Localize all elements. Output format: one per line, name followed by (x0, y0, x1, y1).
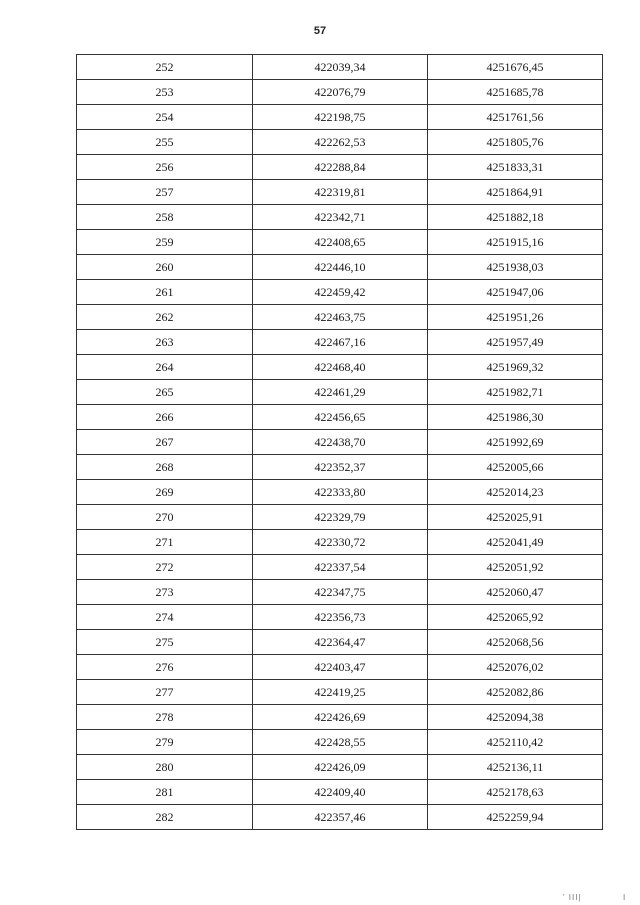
y-coordinate-cell: 4251833,31 (428, 155, 603, 180)
table-row (77, 780, 603, 805)
point-number-cell: 258 (77, 205, 253, 230)
table-row (77, 630, 603, 655)
x-coordinate-cell: 422352,37 (253, 455, 428, 480)
table-row (77, 455, 603, 480)
point-number-cell: 253 (77, 80, 253, 105)
table-row (77, 505, 603, 530)
y-coordinate-cell: 4252051,92 (428, 555, 603, 580)
point-number-cell: 282 (77, 805, 253, 830)
x-coordinate-cell: 422409,40 (253, 780, 428, 805)
point-number-cell: 271 (77, 530, 253, 555)
table-row (77, 280, 603, 305)
y-coordinate-cell: 4251969,32 (428, 355, 603, 380)
table-row (77, 80, 603, 105)
y-coordinate-cell: 4251761,56 (428, 105, 603, 130)
y-coordinate-cell: 4251992,69 (428, 430, 603, 455)
point-number-cell: 252 (77, 55, 253, 80)
x-coordinate-cell: 422337,54 (253, 555, 428, 580)
y-coordinate-cell: 4251947,06 (428, 280, 603, 305)
point-number-cell: 280 (77, 755, 253, 780)
table-row (77, 405, 603, 430)
y-coordinate-cell: 4252068,56 (428, 630, 603, 655)
point-number-cell: 255 (77, 130, 253, 155)
x-coordinate-cell: 422262,53 (253, 130, 428, 155)
y-coordinate-cell: 4252041,49 (428, 530, 603, 555)
x-coordinate-cell: 422330,72 (253, 530, 428, 555)
point-number-cell: 262 (77, 305, 253, 330)
x-coordinate-cell: 422426,69 (253, 705, 428, 730)
y-coordinate-cell: 4251676,45 (428, 55, 603, 80)
y-coordinate-cell: 4251864,91 (428, 180, 603, 205)
y-coordinate-cell: 4252005,66 (428, 455, 603, 480)
table-row (77, 580, 603, 605)
x-coordinate-cell: 422463,75 (253, 305, 428, 330)
y-coordinate-cell: 4252014,23 (428, 480, 603, 505)
point-number-cell: 261 (77, 280, 253, 305)
table-row (77, 555, 603, 580)
table-row (77, 480, 603, 505)
page-number: 57 (313, 25, 327, 37)
y-coordinate-cell: 4252110,42 (428, 730, 603, 755)
point-number-cell: 264 (77, 355, 253, 380)
point-number-cell: 267 (77, 430, 253, 455)
point-number-cell: 256 (77, 155, 253, 180)
point-number-cell: 270 (77, 505, 253, 530)
x-coordinate-cell: 422198,75 (253, 105, 428, 130)
x-coordinate-cell: 422403,47 (253, 655, 428, 680)
coordinates-table-body (77, 55, 603, 830)
point-number-cell: 259 (77, 230, 253, 255)
x-coordinate-cell: 422342,71 (253, 205, 428, 230)
x-coordinate-cell: 422329,79 (253, 505, 428, 530)
x-coordinate-cell: 422468,40 (253, 355, 428, 380)
point-number-cell: 263 (77, 330, 253, 355)
point-number-cell: 265 (77, 380, 253, 405)
table-row (77, 180, 603, 205)
x-coordinate-cell: 422419,25 (253, 680, 428, 705)
y-coordinate-cell: 4252178,63 (428, 780, 603, 805)
x-coordinate-cell: 422347,75 (253, 580, 428, 605)
table-row (77, 680, 603, 705)
coordinates-table (76, 54, 603, 830)
y-coordinate-cell: 4251882,18 (428, 205, 603, 230)
point-number-cell: 266 (77, 405, 253, 430)
y-coordinate-cell: 4252259,94 (428, 805, 603, 830)
y-coordinate-cell: 4251982,71 (428, 380, 603, 405)
x-coordinate-cell: 422438,70 (253, 430, 428, 455)
x-coordinate-cell: 422456,65 (253, 405, 428, 430)
table-row (77, 730, 603, 755)
x-coordinate-cell: 422357,46 (253, 805, 428, 830)
x-coordinate-cell: 422319,81 (253, 180, 428, 205)
table-row (77, 430, 603, 455)
footer-scan-mark: ' III| (563, 893, 582, 902)
y-coordinate-cell: 4251957,49 (428, 330, 603, 355)
x-coordinate-cell: 422459,42 (253, 280, 428, 305)
x-coordinate-cell: 422333,80 (253, 480, 428, 505)
x-coordinate-cell: 422467,16 (253, 330, 428, 355)
x-coordinate-cell: 422446,10 (253, 255, 428, 280)
point-number-cell: 257 (77, 180, 253, 205)
point-number-cell: 254 (77, 105, 253, 130)
x-coordinate-cell: 422426,09 (253, 755, 428, 780)
table-row (77, 330, 603, 355)
y-coordinate-cell: 4251951,26 (428, 305, 603, 330)
table-row (77, 805, 603, 830)
point-number-cell: 274 (77, 605, 253, 630)
point-number-cell: 260 (77, 255, 253, 280)
y-coordinate-cell: 4251685,78 (428, 80, 603, 105)
y-coordinate-cell: 4252082,86 (428, 680, 603, 705)
point-number-cell: 273 (77, 580, 253, 605)
x-coordinate-cell: 422039,34 (253, 55, 428, 80)
y-coordinate-cell: 4252025,91 (428, 505, 603, 530)
point-number-cell: 272 (77, 555, 253, 580)
y-coordinate-cell: 4252136,11 (428, 755, 603, 780)
table-row (77, 205, 603, 230)
table-row (77, 55, 603, 80)
table-row (77, 755, 603, 780)
table-row (77, 655, 603, 680)
y-coordinate-cell: 4251915,16 (428, 230, 603, 255)
point-number-cell: 279 (77, 730, 253, 755)
table-row (77, 305, 603, 330)
y-coordinate-cell: 4252060,47 (428, 580, 603, 605)
point-number-cell: 269 (77, 480, 253, 505)
table-row (77, 130, 603, 155)
y-coordinate-cell: 4252065,92 (428, 605, 603, 630)
point-number-cell: 277 (77, 680, 253, 705)
y-coordinate-cell: 4252094,38 (428, 705, 603, 730)
x-coordinate-cell: 422288,84 (253, 155, 428, 180)
point-number-cell: 276 (77, 655, 253, 680)
table-row (77, 605, 603, 630)
point-number-cell: 275 (77, 630, 253, 655)
y-coordinate-cell: 4251986,30 (428, 405, 603, 430)
x-coordinate-cell: 422428,55 (253, 730, 428, 755)
x-coordinate-cell: 422364,47 (253, 630, 428, 655)
table-row (77, 355, 603, 380)
y-coordinate-cell: 4251805,76 (428, 130, 603, 155)
table-row (77, 155, 603, 180)
x-coordinate-cell: 422076,79 (253, 80, 428, 105)
x-coordinate-cell: 422356,73 (253, 605, 428, 630)
table-row (77, 255, 603, 280)
point-number-cell: 281 (77, 780, 253, 805)
point-number-cell: 278 (77, 705, 253, 730)
y-coordinate-cell: 4251938,03 (428, 255, 603, 280)
table-row (77, 530, 603, 555)
table-row (77, 105, 603, 130)
table-row (77, 230, 603, 255)
x-coordinate-cell: 422461,29 (253, 380, 428, 405)
table-row (77, 705, 603, 730)
point-number-cell: 268 (77, 455, 253, 480)
footer-scan-mark-right: I (623, 893, 626, 902)
table-row (77, 380, 603, 405)
y-coordinate-cell: 4252076,02 (428, 655, 603, 680)
x-coordinate-cell: 422408,65 (253, 230, 428, 255)
